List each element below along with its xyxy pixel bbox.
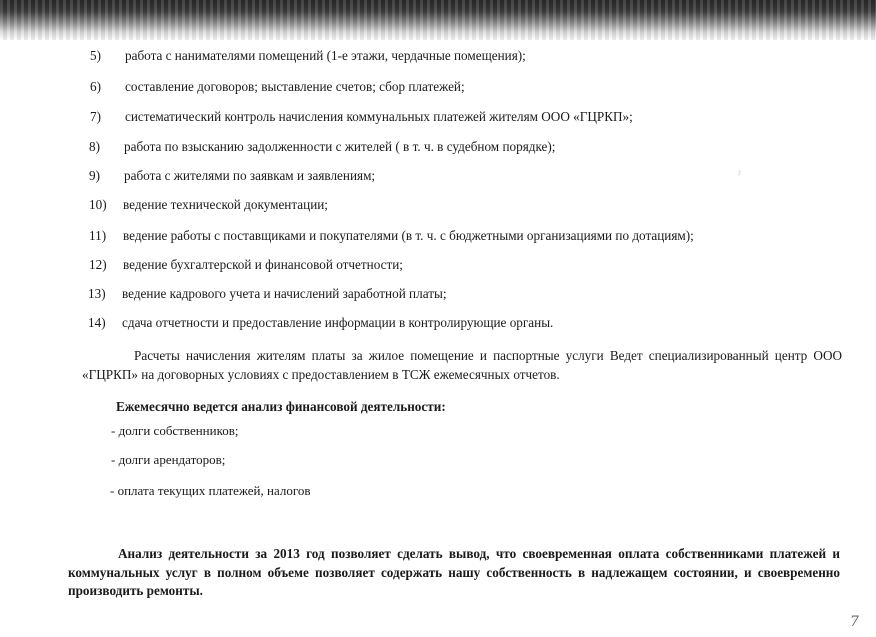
item-text: систематический контроль начисления коммунальных платежей жителям ООО «ГЦРКП»; xyxy=(125,109,633,124)
analysis-item: - долги собственников; xyxy=(111,423,239,438)
item-text: ведение работы с поставщиками и покупателями (в т. ч. с бюджетными организациями по дотациям); xyxy=(123,228,694,243)
item-number: 11) xyxy=(89,228,107,243)
analysis-item: - долги арендаторов; xyxy=(111,452,226,467)
item-number: 13) xyxy=(88,286,106,301)
item-number: 6) xyxy=(90,79,101,94)
item-number: 5) xyxy=(90,48,101,63)
analysis-item: - оплата текущих платежей, налогов xyxy=(110,483,311,498)
item-number: 10) xyxy=(89,197,107,212)
item-text: работа с нанимателями помещений (1-е этажи, чердачные помещения); xyxy=(125,48,526,63)
analysis-heading: Ежемесячно ведется анализ финансовой деятельности: xyxy=(116,399,446,414)
scan-speck: ˀ xyxy=(738,170,741,181)
conclusion-paragraph: Анализ деятельности за 2013 год позволяет сделать вывод, что своевременная оплата собственниками платежей и коммунальных услуг в полном объеме позволяет содержать нашу собственность в надлежащем состоянии, и своевременно производить ремонты. xyxy=(68,546,840,598)
item-number: 9) xyxy=(89,168,100,183)
item-number: 7) xyxy=(90,109,101,124)
billing-paragraph: Расчеты начисления жителям платы за жилое помещение и паспортные услуги Ведет специализированный центр ООО «ГЦРКП» на договорных условиях с предоставлением в ТСЖ ежемесячных отчетов. xyxy=(82,348,842,382)
item-number: 8) xyxy=(89,139,100,154)
item-text: ведение бухгалтерской и финансовой отчетности; xyxy=(123,257,403,272)
item-text: сдача отчетности и предоставление информации в контролирующие органы. xyxy=(122,315,554,330)
item-number: 12) xyxy=(89,257,107,272)
item-text: работа по взысканию задолженности с жителей ( в т. ч. в судебном порядке); xyxy=(124,139,556,154)
item-text: ведение кадрового учета и начислений заработной платы; xyxy=(122,286,447,301)
page-number-mark: 7 xyxy=(850,614,859,630)
item-text: работа с жителями по заявкам и заявлениям; xyxy=(124,168,376,183)
item-text: ведение технической документации; xyxy=(123,197,328,212)
item-text: составление договоров; выставление счетов; сбор платежей; xyxy=(125,79,465,94)
item-number: 14) xyxy=(88,315,106,330)
